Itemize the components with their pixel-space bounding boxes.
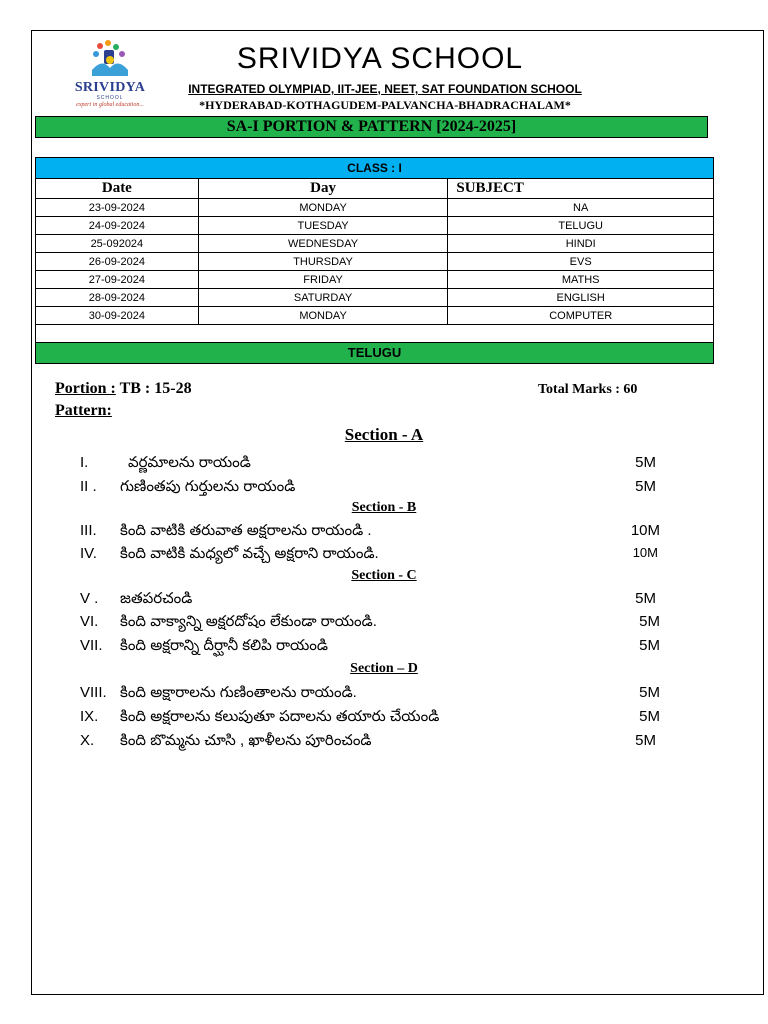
table-row xyxy=(36,199,714,217)
subject-cell: MATHS xyxy=(448,271,714,289)
school-subtitle: INTEGRATED OLYMPIAD, IIT-JEE, NEET, SAT FOUNDATION SCHOOL xyxy=(188,82,582,96)
school-name: SRIVIDYA SCHOOL xyxy=(236,42,524,75)
question-number: II . xyxy=(80,478,97,495)
exam-title-bar: SA-I PORTION & PATTERN [2024-2025] xyxy=(35,116,708,138)
question-marks: 10M xyxy=(630,522,660,539)
question-item xyxy=(80,545,680,567)
question-text: కింది అక్షరాలను కలుపుతూ పదాలను తయారు చేయండి xyxy=(120,708,440,725)
question-marks: 5M xyxy=(639,684,660,701)
pattern-label: Pattern: xyxy=(55,402,112,419)
subject-cell: NA xyxy=(448,199,714,217)
question-text: కింది బొమ్మను చూసి , ఖాళీలను పూరించండి xyxy=(120,732,372,749)
day-cell: THURSDAY xyxy=(198,253,448,271)
question-text: జతపరచండి xyxy=(120,590,193,607)
subject-cell: TELUGU xyxy=(448,217,714,235)
question-marks: 5M xyxy=(635,590,656,607)
table-row xyxy=(36,253,714,271)
question-marks: 5M xyxy=(639,613,660,630)
blank-row xyxy=(36,325,714,343)
day-cell: MONDAY xyxy=(198,199,448,217)
logo-text xyxy=(70,80,150,108)
table-row xyxy=(36,307,714,325)
table-row xyxy=(36,217,714,235)
question-text: వర్ణమాలను రాయండి xyxy=(128,454,251,471)
question-text: కింది అక్షరాన్ని దీర్ఘానీ కలిపి రాయండి xyxy=(120,637,329,654)
day-cell: WEDNESDAY xyxy=(198,235,448,253)
question-number: VIII. xyxy=(80,684,107,701)
question-item xyxy=(80,684,680,706)
question-item xyxy=(80,613,680,635)
date-cell: 27-09-2024 xyxy=(36,271,199,289)
question-item xyxy=(80,454,680,476)
question-item xyxy=(80,732,680,754)
class-label: CLASS : I xyxy=(36,158,714,179)
day-cell: FRIDAY xyxy=(198,271,448,289)
column-header-subject: SUBJECT xyxy=(448,179,714,199)
question-item xyxy=(80,708,680,730)
question-text: కింది వాక్యాన్ని అక్షరదోషం లేకుండా రాయండి. xyxy=(120,613,377,630)
logo-sub: SCHOOL xyxy=(96,95,124,101)
subject-cell: HINDI xyxy=(448,235,714,253)
section-b-heading: Section - B xyxy=(351,500,417,515)
question-text: కింది వాటికి మధ్యలో వచ్చే అక్షరాని రాయండి. xyxy=(120,545,379,562)
portion-value: TB : 15-28 xyxy=(115,380,192,397)
question-item xyxy=(80,522,680,544)
question-number: X. xyxy=(80,732,95,749)
subject-title-bar: TELUGU xyxy=(35,342,714,364)
portion-line xyxy=(55,380,192,398)
day-cell: MONDAY xyxy=(198,307,448,325)
table-row xyxy=(36,271,714,289)
table-row xyxy=(36,289,714,307)
question-number: V . xyxy=(80,590,99,607)
question-number: I. xyxy=(80,454,89,471)
section-a-heading: Section - A xyxy=(344,425,424,444)
column-header-date: Date xyxy=(36,179,199,199)
question-number: VII. xyxy=(80,637,103,654)
date-cell: 25-092024 xyxy=(36,235,199,253)
date-cell: 30-09-2024 xyxy=(36,307,199,325)
date-cell: 26-09-2024 xyxy=(36,253,199,271)
table-row xyxy=(36,235,714,253)
question-item xyxy=(80,478,680,500)
date-cell: 28-09-2024 xyxy=(36,289,199,307)
question-text: గుణింతపు గుర్తులను రాయండి xyxy=(120,478,296,495)
day-cell: TUESDAY xyxy=(198,217,448,235)
date-cell: 23-09-2024 xyxy=(36,199,199,217)
column-header-day: Day xyxy=(198,179,448,199)
question-number: IV. xyxy=(80,545,97,562)
date-cell: 24-09-2024 xyxy=(36,217,199,235)
schedule-table xyxy=(35,157,714,342)
subject-cell: EVS xyxy=(448,253,714,271)
question-marks: 5M xyxy=(639,708,660,725)
question-text: కింది అక్షారాలను గుణింతాలను రాయండి. xyxy=(120,684,357,701)
question-item xyxy=(80,590,680,612)
question-number: III. xyxy=(80,522,97,539)
total-marks: Total Marks : 60 xyxy=(538,382,638,397)
section-d-heading: Section – D xyxy=(350,661,418,676)
question-marks: 5M xyxy=(635,732,656,749)
logo-name: SRIVIDYA xyxy=(74,80,146,95)
section-c-heading: Section - C xyxy=(351,568,417,583)
day-cell: SATURDAY xyxy=(198,289,448,307)
logo-tagline: expert in global education... xyxy=(76,102,144,108)
subject-cell: ENGLISH xyxy=(448,289,714,307)
question-item xyxy=(80,637,680,659)
question-marks: 5M xyxy=(635,478,656,495)
question-number: VI. xyxy=(80,613,99,630)
question-text: కింది వాటికి తరువాత అక్షరాలను రాయండి . xyxy=(120,522,372,539)
question-number: IX. xyxy=(80,708,99,725)
question-marks: 10M xyxy=(632,545,658,560)
portion-label: Portion : xyxy=(55,380,116,397)
school-locations: *HYDERABAD-KOTHAGUDEM-PALVANCHA-BHADRACHALAM* xyxy=(199,98,571,112)
question-marks: 5M xyxy=(635,454,656,471)
question-marks: 5M xyxy=(639,637,660,654)
subject-cell: COMPUTER xyxy=(448,307,714,325)
